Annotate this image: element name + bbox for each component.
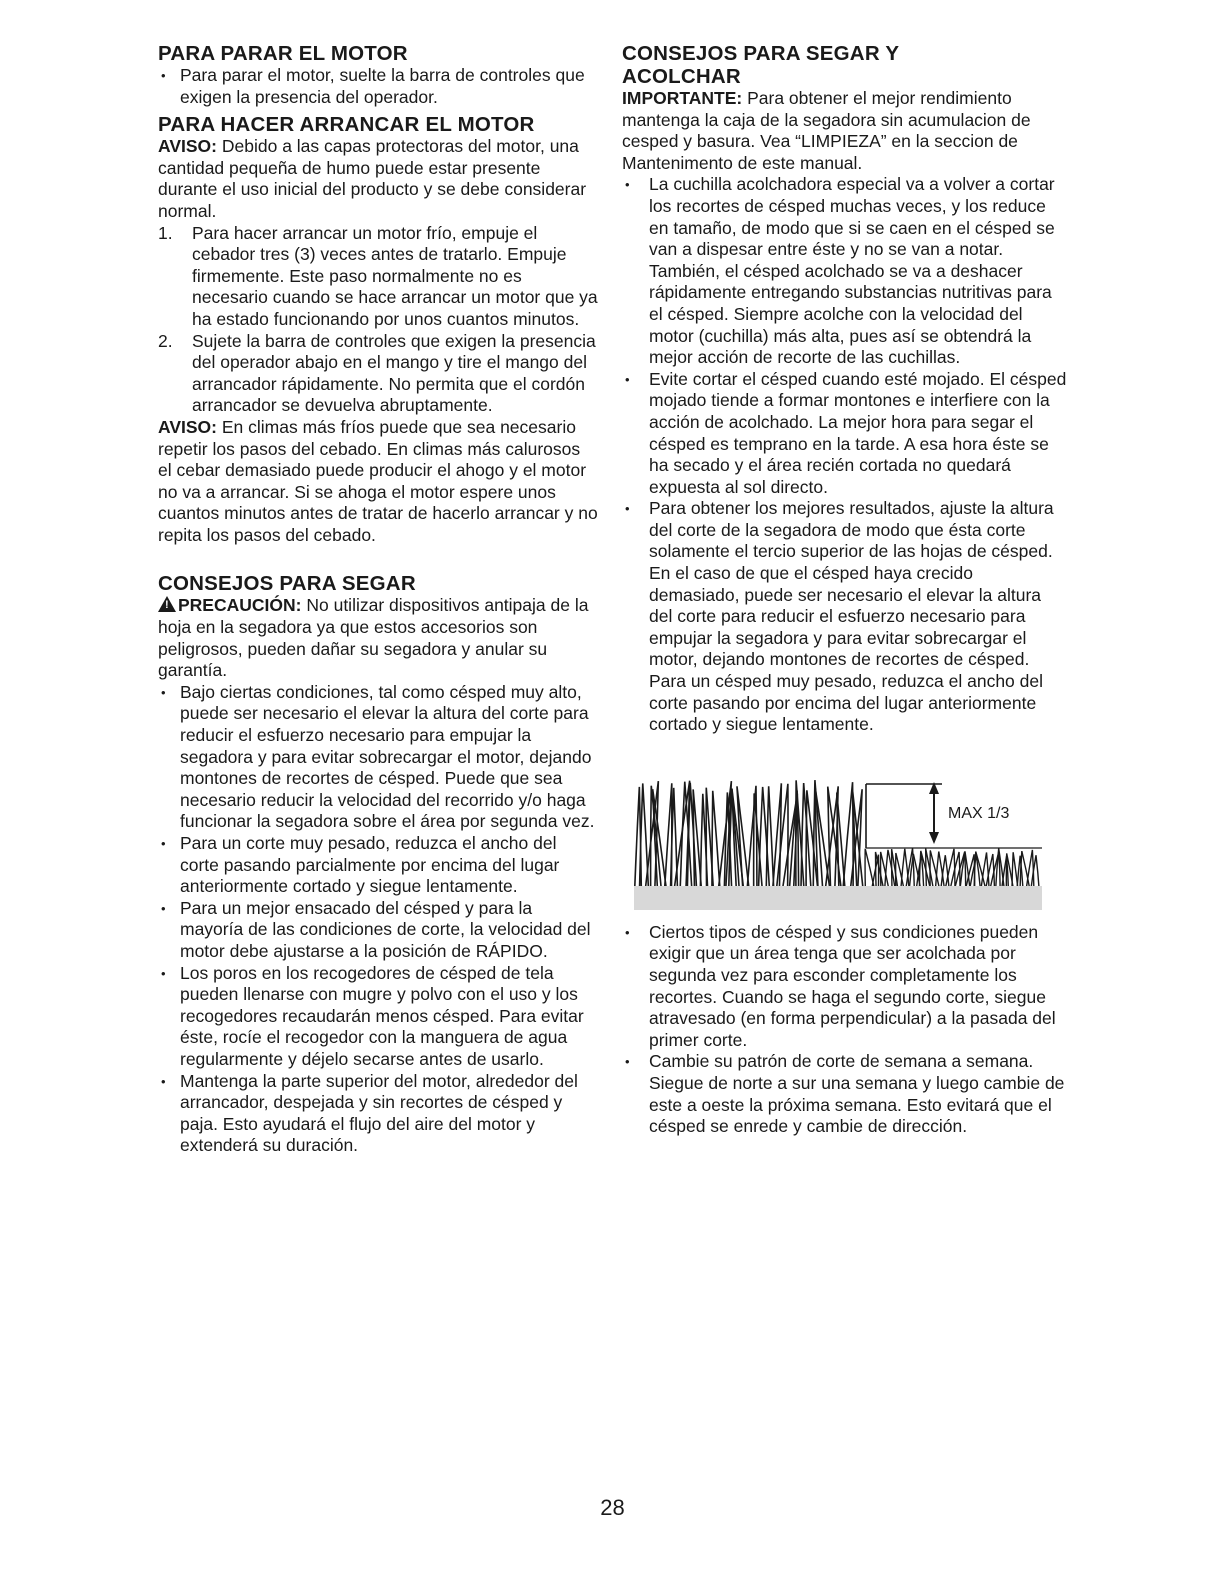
mulching-tips-heading: CONSEJOS PARA SEGAR Y ACOLCHAR (622, 42, 899, 88)
list-item: • Evite cortar el césped cuando esté mojado. El césped mojado tiende a formar montones e interfiere con la acción de acolchado. La mejor hora para segar el césped es temprano en la tarde. A esa hora éste se ha secado y el área recién cortada no quedará expuesta al sol directo. (622, 369, 1067, 499)
caution-label: PRECAUCIÓN: (178, 595, 302, 616)
grass-cut-height-illustration (634, 774, 1042, 910)
stop-engine-list (158, 65, 598, 108)
aviso-label: AVISO: (158, 136, 217, 157)
list-item: • Mantenga la parte superior del motor, alrededor del arrancador, despejada y sin recortes de césped y paja. Esto ayudará el flujo del aire del motor y extenderá su duración. (158, 1071, 598, 1157)
important-label: IMPORTANTE: (622, 88, 743, 108)
left-column (158, 42, 598, 1157)
step-item: 2. Sujete la barra de controles que exigen la presencia del operador abajo en el mango y tire el mango del arrancador rápidamente. No permita que el cordón arrancador se devuelva abruptamente. (158, 330, 596, 416)
list-item: • Ciertos tipos de césped y sus condiciones pueden exigir que un área tenga que ser acolchada por segunda vez para esconder completamente los recortes. Cuando se haga el segundo corte, siegue atravesado (en forma perpendicular) a la pasada del primer corte. (622, 922, 1067, 1052)
grass-illustration (634, 774, 1042, 910)
list-item: • Los poros en los recogedores de césped de tela pueden llenarse con mugre y polvo con el uso y los recogedores recaudarán menos césped. Para evitar éste, rocíe el recogedor con la manguera de agua regularmente y déjelo secarse antes de usarlo. (158, 963, 598, 1071)
page-number: 28 (600, 1495, 625, 1520)
start-steps-list (158, 223, 598, 417)
list-item: • Para un mejor ensacado del césped y para la mayoría de las condiciones de corte, la velocidad del motor debe ajustarse a la posición de RÁPIDO. (158, 898, 598, 963)
list-item: • Para obtener los mejores resultados, ajuste la altura del corte de la segadora de modo que ésta corte solamente el tercio superior de las hojas de césped. En el caso de que el césped haya crecido demasiado, puede ser necesario el elevar la altura del corte para reducir el esfuerzo necesario para empujar la segadora y para evitar sobrecargar el motor, dejando montones de recortes de césped. Para un césped muy pesado, reduzca el ancho del corte pasando por encima del lugar anteriormente cortado y siegue lentamente. (622, 498, 1067, 736)
aviso-text: En climas más fríos puede que sea necesario repetir los pasos del cebado. En climas más calurosos el cebar demasiado puede producir el ahogo y el motor no va a arrancar. Si se ahoga el motor espere unos cuantos minutos antes de tratar de hacerlo arrancar y no repita los pasos del cebado. (158, 416, 598, 545)
aviso-paragraph (158, 417, 598, 547)
max-one-third-label: MAX 1/3 (948, 804, 1010, 822)
list-item: • Para un corte muy pesado, reduzca el ancho del corte pasando parcialmente por encima del lugar anteriormente cortado y siegue lentamente. (158, 833, 598, 898)
important-text: Para obtener el mejor rendimiento mantenga la caja de la segadora sin acumulacion de cesped y basura. Vea “LIMPIEZA” en la seccion de Mantenimento de este manual. (622, 88, 1031, 173)
mowing-tips-heading: CONSEJOS PARA SEGAR (158, 572, 416, 596)
mulching-tips-list-continued (622, 922, 1067, 1138)
start-engine-heading: PARA HACER ARRANCAR EL MOTOR (158, 113, 535, 137)
important-paragraph (622, 88, 1067, 174)
mowing-tips-list (158, 682, 598, 1157)
caution-paragraph (158, 595, 598, 681)
caution-text: No utilizar dispositivos antipaja de la hoja en la segadora ya que estos accesorios son peligrosos, pueden dañar su segadora y anular su garantía. (158, 595, 589, 681)
step-item: 1. Para hacer arrancar un motor frío, empuje el cebador tres (3) veces antes de tratarlo. Empuje firmemente. Este paso normalmente no es necesario cuando se hace arrancar un motor que ya ha estado funcionando por unos cuantos minutos. (158, 222, 598, 329)
warning-triangle-icon (158, 596, 176, 612)
list-item: • Para parar el motor, suelte la barra de controles que exigen la presencia del operador. (158, 65, 598, 108)
mulching-tips-list (622, 174, 1067, 735)
right-column (622, 42, 1067, 1138)
list-item: • Cambie su patrón de corte de semana a semana. Siegue de norte a sur una semana y luego cambie de este a oeste la próxima semana. Esto evitará que el césped se enrede y cambie de dirección. (622, 1051, 1067, 1137)
stop-engine-heading: PARA PARAR EL MOTOR (158, 42, 408, 65)
list-item: • La cuchilla acolchadora especial va a volver a cortar los recortes de césped muchas veces, y los reduce en tamaño, de modo que si se caen en el césped se van a dispesar entre éste y no se van a notar. También, el césped acolchado se va a deshacer rápidamente entregando substancias nutritivas para el césped. Siempre acolche con la velocidad del motor (cuchilla) más alta, pues así se obtendrá la mejor acción de recorte de las cuchillas. (622, 174, 1067, 368)
list-item: • Bajo ciertas condiciones, tal como césped muy alto, puede ser necesario el elevar la altura del corte para reducir el esfuerzo necesario para empujar la segadora y para evitar sobrecargar el motor, dejando montones de recortes de césped. Puede que sea necesario reducir la velocidad del recorrido y/o haga funcionar la segadora sobre el área por segunda vez. (158, 682, 598, 833)
aviso-label: AVISO: (158, 416, 217, 437)
aviso-text: Debido a las capas protectoras del motor, una cantidad pequeña de humo puede estar presente durante el uso inicial del producto y se debe considerar normal. (158, 136, 587, 221)
aviso-paragraph (158, 136, 598, 222)
